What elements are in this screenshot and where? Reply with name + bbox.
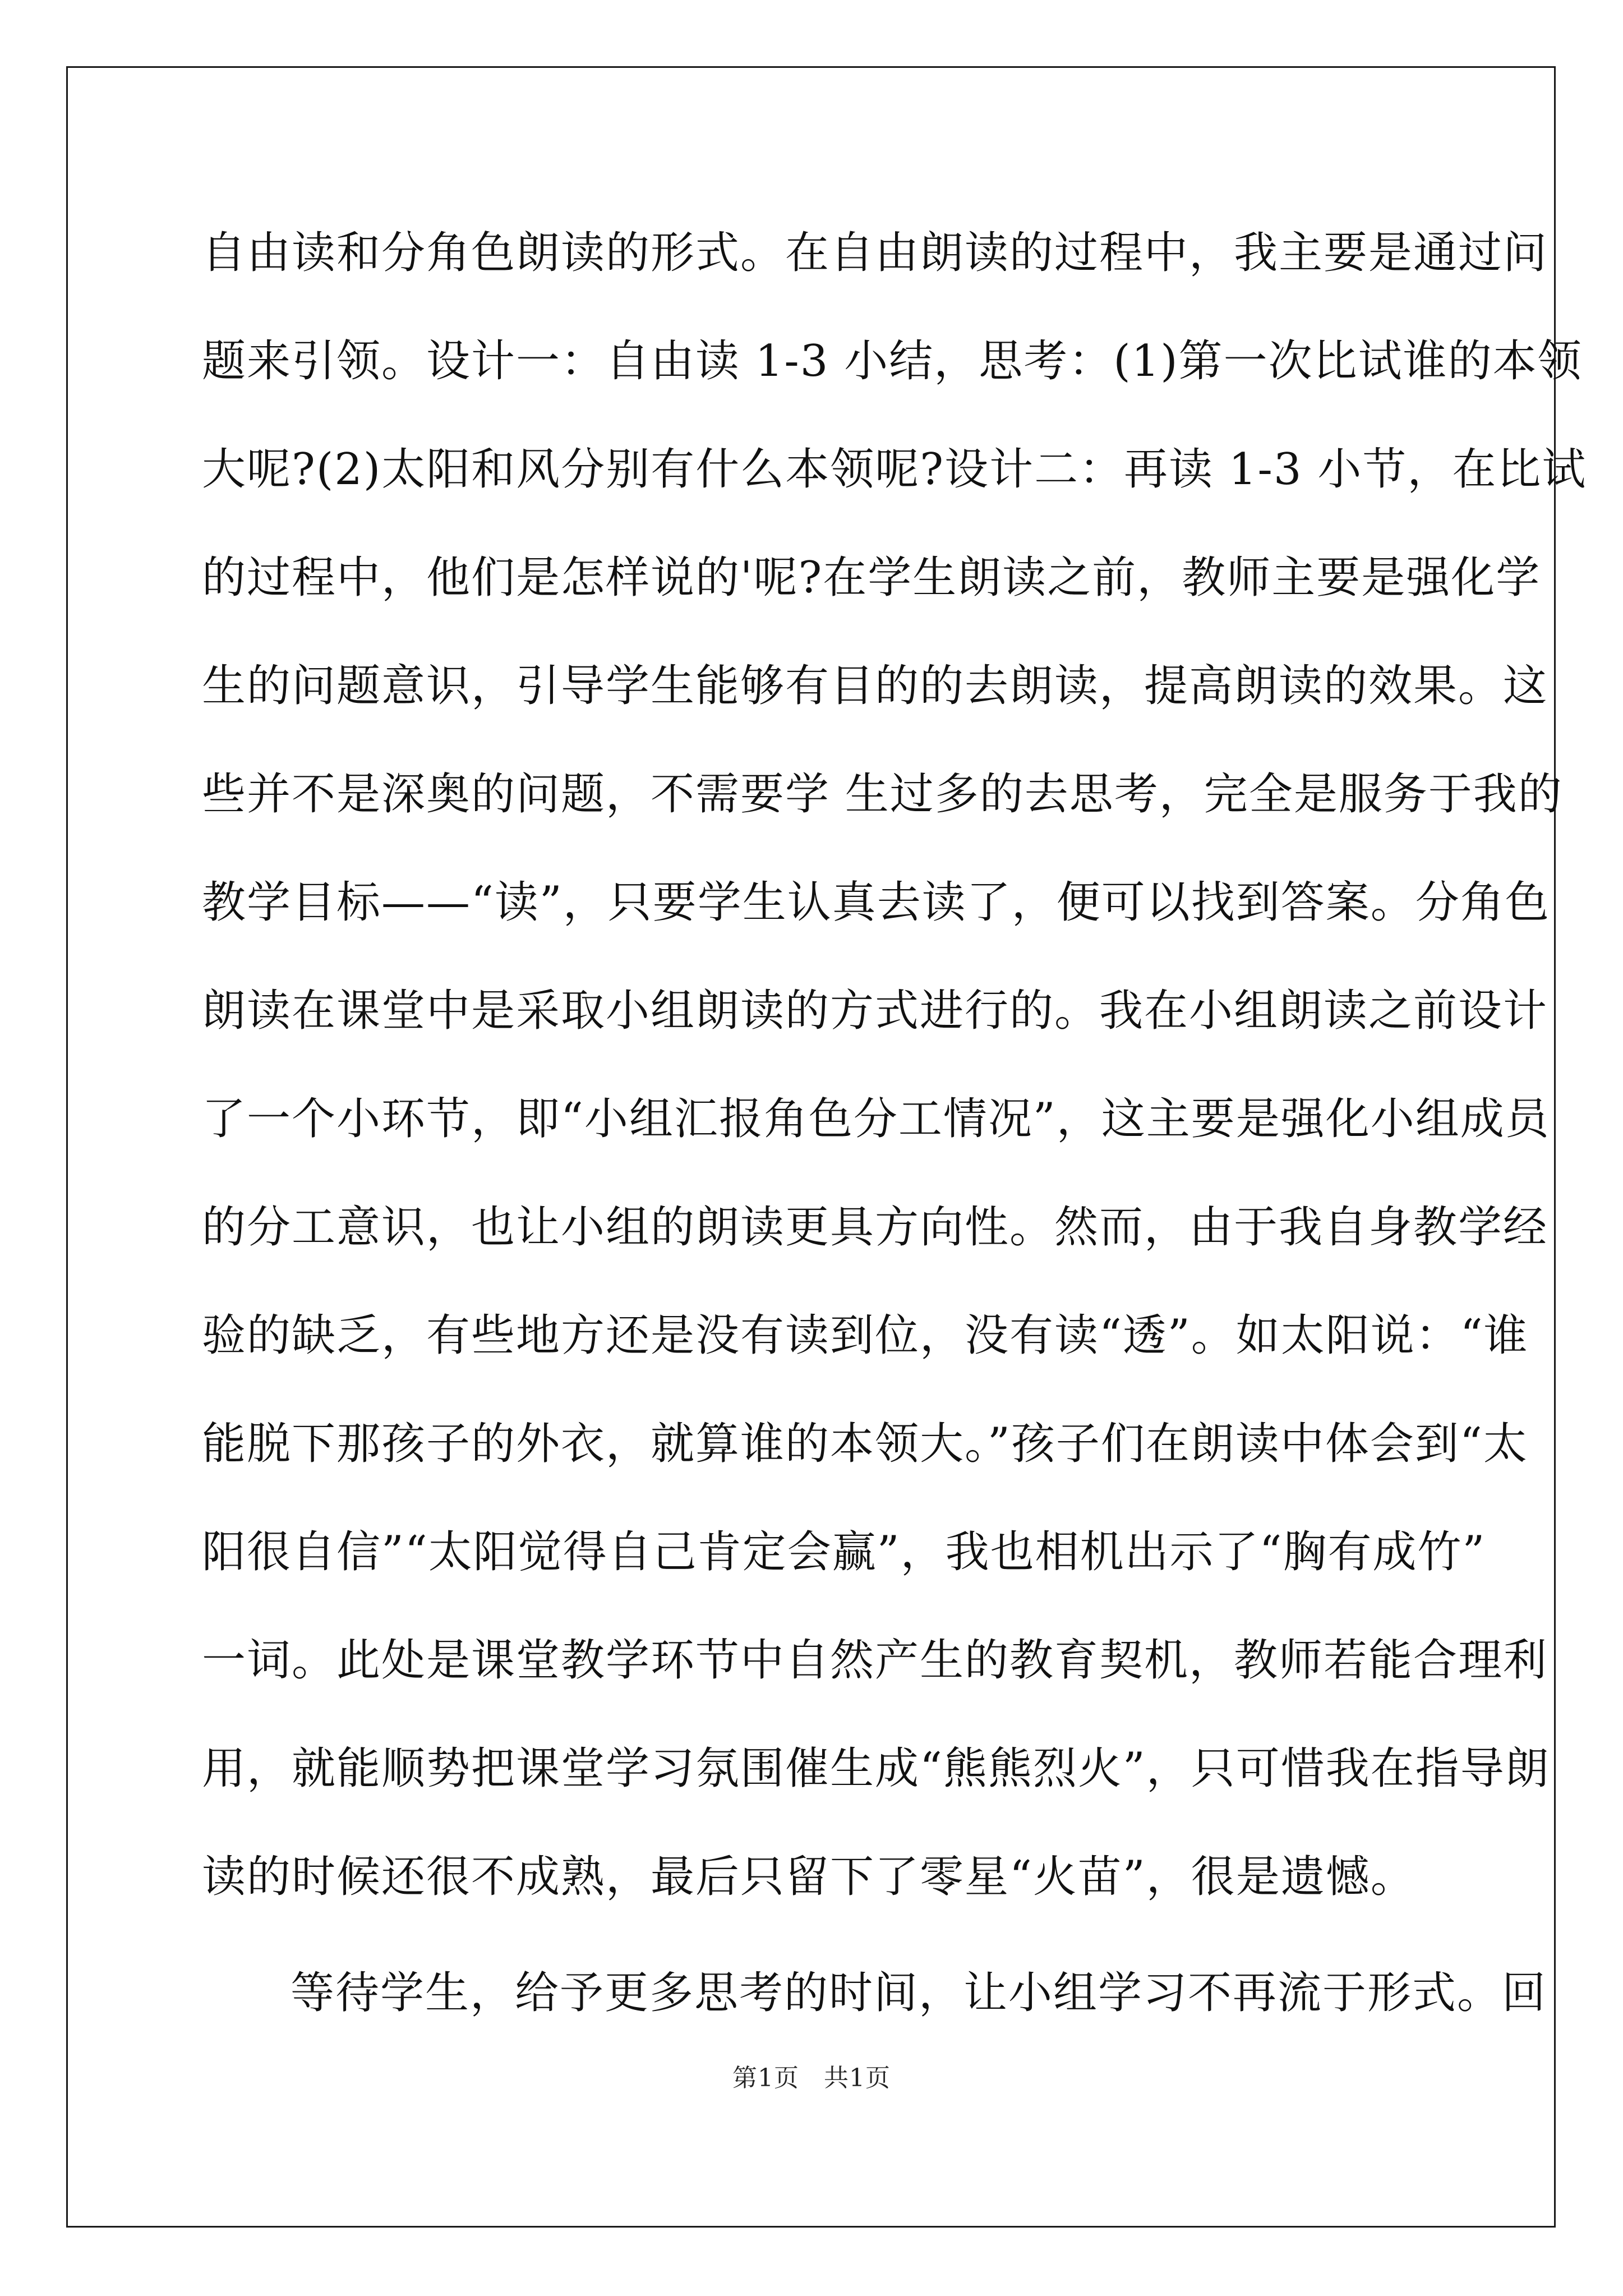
- page-footer: [0, 2058, 1623, 2093]
- paragraph-line: 自由读和分角色朗读的形式。在自由朗读的过程中，我主要是通过问: [202, 228, 1548, 278]
- paragraph-line: 验的缺乏，有些地方还是没有读到位，没有读“透”。如太阳说：“谁: [202, 1310, 1529, 1361]
- paragraph-2-first-line: 等待学生，给予更多思考的时间，让小组学习不再流于形式。回: [291, 1968, 1547, 2018]
- document-body: [202, 199, 1587, 2047]
- paragraph-line: 一词。此处是课堂教学环节中自然产生的教育契机，教师若能合理利: [202, 1635, 1548, 1686]
- paragraph-line: 教学目标——“读”，只要学生认真去读了，便可以找到答案。分角色: [202, 877, 1550, 928]
- paragraph-line: 了一个小环节，即“小组汇报角色分工情况”，这主要是强化小组成员: [202, 1094, 1550, 1144]
- paragraph-line: 生的问题意识，引导学生能够有目的的去朗读，提高朗读的效果。这: [202, 661, 1548, 711]
- paragraph-line: 读的时候还很不成熟，最后只留下了零星“火苗”，很是遗憾。: [202, 1852, 1415, 1902]
- paragraph-line: 能脱下那孩子的外衣，就算谁的本领大。”孩子们在朗读中体会到“太: [202, 1419, 1528, 1469]
- paragraph-line: 用，就能顺势把课堂学习氛围催生成“熊熊烈火”，只可惜我在指导朗: [202, 1743, 1550, 1794]
- paragraph-line: 的过程中，他们是怎样说的'呢?在学生朗读之前，教师主要是强化学: [202, 553, 1541, 603]
- paragraph-line: 些并不是深奥的问题，不需要学 生过多的去思考，完全是服务于我的: [202, 769, 1563, 820]
- paragraph-line: 朗读在课堂中是采取小组朗读的方式进行的。我在小组朗读之前设计: [202, 986, 1548, 1036]
- page-number: 第1页: [732, 2064, 799, 2092]
- paragraph-line: 大呢?(2)太阳和风分别有什么本领呢?设计二：再读 1-3 小节，在比试: [202, 444, 1587, 495]
- paragraph-line: 的分工意识，也让小组的朗读更具方向性。然而，由于我自身教学经: [202, 1202, 1548, 1253]
- paragraph-line: 阳很自信”“太阳觉得自己肯定会赢”，我也相机出示了“胸有成竹”: [202, 1527, 1486, 1577]
- page-total: 共1页: [824, 2064, 891, 2092]
- paragraph-line: 题来引领。设计一：自由读 1-3 小结，思考：(1)第一次比试谁的本领: [202, 336, 1583, 386]
